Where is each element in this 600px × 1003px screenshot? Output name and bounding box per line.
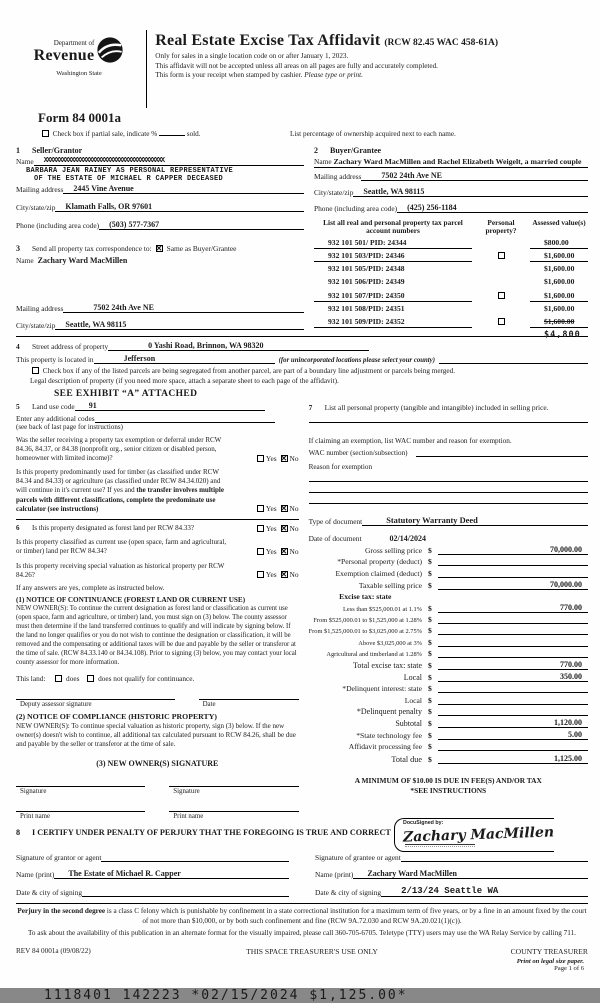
grantor-datecity-label: Date & city of signing — [16, 888, 83, 898]
segregated-line: Check box if any of the listed parcels are being segregated from another parcel, are part of a boundary line adjustment or parcels being merged. — [30, 367, 588, 375]
total-state-label: Total excise tax: state — [353, 661, 422, 671]
rate4-label: Above $3,025,000 at 3% — [358, 639, 422, 647]
q2-yes-checkbox[interactable] — [257, 505, 264, 512]
seller-phone-label: Phone (including area code) — [16, 221, 100, 230]
section3-heading: 3 Send all property tax correspondence to: ✕ Same as Buyer/Grantee — [16, 244, 304, 253]
section8-heading: 8 I CERTIFY UNDER PENALTY OF PERJURY THAT THE FOREGOING IS TRUE AND CORRECT — [16, 828, 391, 838]
personal-property-checkbox[interactable] — [498, 318, 505, 325]
q4-no-checkbox[interactable] — [281, 548, 288, 555]
county-treasurer-label: COUNTY TREASURER — [510, 946, 588, 956]
logo-revenue-line: Revenue — [33, 47, 95, 65]
partial-sale-percent-field[interactable] — [159, 129, 185, 136]
partial-sale-checkbox[interactable] — [42, 130, 49, 137]
q1-yes-checkbox[interactable] — [257, 455, 264, 462]
dor-logo — [16, 24, 142, 108]
personal-deduct-label: *Personal property (deduct) — [337, 557, 422, 567]
seller-name-struck[interactable]: XXXXXXXXXXXXXXXXXXXXXXXXXXXXXXXXXXXXXXXX — [34, 157, 304, 166]
parcel-row: 932 101 508/PID: 24351 $1,600.00 — [328, 303, 575, 313]
land-use-value[interactable]: 91 — [75, 401, 265, 411]
parcel-col-personal: Personal property? — [485, 218, 517, 236]
logo-dept-line: Department of — [53, 38, 95, 47]
parcel-col-assessed: Assessed value(s) — [532, 218, 586, 227]
new-owner-printname-field-1[interactable]: Print name — [16, 811, 145, 820]
personal-property-field[interactable] — [309, 413, 588, 423]
additional-codes-note: (see back of last page for instructions) — [16, 423, 123, 431]
q3-yes-checkbox[interactable] — [257, 525, 264, 532]
q1-answer: Yes ✕ No — [235, 454, 299, 464]
personal-property-checkbox[interactable] — [498, 252, 505, 259]
rev-number: REV 84 0001a (09/08/22) — [16, 946, 91, 955]
reason-field-2[interactable] — [309, 482, 588, 493]
land-use-label: Land use code — [32, 402, 75, 411]
affidavit-page: Department of Revenue Washington State Real Estate Excise Tax Affidavit (RCW 82.45 WAC 458-61A) Only for sales in a single location code on or after January 1, 2023. This affidavit will not be accepted unless all areas on all pages are fully and accurately completed. This form is your receipt when stamped by cashier. Please type or print. Form 84 0001a Check box if partial sale, indicate % sold. List percentage of ownership acquired next to each name. 1 Seller/Grantor Name XXXXXXXXXXXXXXXXXXXXXXXXXXXXXXXXXXXXXXXX BARBARA JEAN RAINEY AS PERSONAL REPRESENTATIVE OF THE ESTATE OF MICHAEL R CAPPER DECEASED Mailing address 2445 Vine Avenue City/state/zip Klamath Falls, OR 97601 Phone (including area code) (503) 577-7367 3 Send all property tax correspondence to: ✕ Same as Buyer/Grantee Name Zachary Ward MacMillen Mailing address 7502 24th Ave NE City/state/zip Seattle, WA 98115 2 Buyer/Grantee Name Zachary Ward MacMillen and Rachel Elizabeth Weigelt, a married couple Mailing address 7502 24th Ave NE City/state/zip Seattle, WA 98115 Phone (including area code) (425) 256-1184 List all real and personal property tax parcel account numbers Personal property? Assessed value(s) 932 101 501/ PID: 24344 $800.00 932 101 503/PID: 24346 $1,600.00 932 101 505/PID: 24348 $1,600.00 932 101 506/PID: 24349 $1,600.00 932 101 507/PID: 24350 $1,600.00 932 101 508/PID: 24351 $1,600.00 932 101 509/PID: 24352 $1,600.00 $4,800 4 Street address of property 0 Yashi Road, Brinnon, WA 98320 This property is located in Jefferson (for unincorporated locations please select your county) Check box if any of the listed parcels are being segregated from another parcel, are part of a boundary line adjustment or parcels being merged. Legal description of property (if you need more space, attach a separate sheet to each page of the affidavit). SEE EXHIBIT “A” ATTACHED 5 Land use code 91 Enter any additional codes (see back of last page for instructions) Was the seller receiving a property tax exemption or deferral under RCW 84.36, 84.37, or 84.38 (nonprofit org., senior citizen or disabled person, homeowner with limited income)? Yes ✕ No Is this property predominantly used for timber (as classified under RCW 84.34 and 84.33) or agriculture (as classified under RCW 84.34.020) and will continue in it's current use? If yes and the transfer involves multiple parcels with different classifications, complete the predominate use calculator (see instructions) Yes ✕ No 6 Is this property designated as forest land per RCW 84.33? Yes ✕ No Is this property classified as current use (open space, farm and agricultural, or timber) land per RCW 84.34? Yes ✕ No Is this property receiving special valuation as historical property per RCW 84.26? Yes ✕ No If any answers are yes, complete as instructed below. (1) NOTICE OF CONTINUANCE (FOREST LAND OR CURRENT USE) NEW OWNER(S): To continue the current designation as forest land or classification as current use (open space, farm and agriculture, or timber) land, you must sign on (3) below. The county assessor must then determine if the land transferred continues to qualify and will indicate by signing below. If the land no longer qualifies or you do not wish to continue the designation or classification, it will be removed and the compensating or additional taxes will be due and payable by the seller or transferor at the time of sale. (RCW 84.33.140 or 84.34.108). Prior to signing (3) below, you may contact your local county assessor for more information. This land: does does not qualify for continuance. Deputy assessor signature Date (2) NOTICE OF COMPLIANCE (HISTORIC PROPERTY) NEW OWNER(S): To continue special valuation as historic property, sign (3) below. If the new owner(s) doesn't wish to continue, all additional tax calculated pursuant to RCW 84.26, shall be due and payable by the seller or transferor at the time of sale. (3) NEW OWNER(S) SIGNATURE Signature Signature Print name Print name 7 List all personal property (tangible and intangible) included in selling price. If claiming an exemption, list WAC number and reason for exemption. WAC number (section/subsection) Reason for exemption Type of document Statutory Warranty Deed Date of document 02/14/2024 Gross selling price $ 70,000.00 *Personal property (deduct) $ Exemption claimed (deduct) $ Taxable selling price $ 70,000.00 Excise tax: state Less than $525,000.01 at 1.1% $ 770.00 From $525,000.01 to $1,525,000 at 1.28% $ From $1,525,000.01 to $3,025,000 at 2.75% $ Above $3,025,000 at 3% $ Agricultural and timberland at 1.28% $ Total excise tax: state $ 770.00 Local $ 350.00 *Delinquent interest: state $ Local $ *Delinquent penalty $ Subtotal $ 1,120.00 *State technology fee $ 5.00 Affidavit processing fee $ Total due $ 1,125.00 A MINIMUM OF $10.00 IS DUE IN FEE(S) AND/OR TAX *SEE INSTRUCTIONS DocuSigned by: Zachary MacMillen 8 I CERTIFY UNDER PENALTY OF PERJURY THAT THE FOREGOING IS TRUE AND CORRECT Signature of grantor or agent Signature of grantee or agent Name (print) The Estate of Michael R. Capper Name (print) Zachary Ward MacMillen Date & city of signing Date & city of signing 2/13/24 Seattle WA Perjury in the second degree is a class C felony which is punishable by confinement in a state correctional institution for a maximum term of five years, or by a fine in an amount fixed by the court of not more than $10,000, or by both such confinement and fine (RCW 9A.72.030 and RCW 9A.20.021(1)(c)). To ask about the availability of this publication in an alternate format for the visually impaired, please call 360-705-6705. Teletype (TTY) users may use the WA Relay Service by calling 711. REV 84 0001a (09/08/22) THIS SPACE TREASURER'S USE ONLY COUNTY TREASURER Print on legal size paper. Page 1 of 6 1118401 142223 *02/15/2024 $1,125.00* — [0, 0, 600, 988]
notice1-title: (1) NOTICE OF CONTINUANCE (FOREST LAND OR CURRENT USE) — [16, 595, 246, 604]
street-address-value[interactable]: 0 Yashi Road, Brinnon, WA 98320 — [108, 341, 369, 351]
parcel-row: 932 101 509/PID: 24352 $1,600.00 $4,800 — [314, 315, 588, 328]
type-of-document-value[interactable]: Statutory Warranty Deed — [362, 516, 588, 526]
delinquent-penalty-field[interactable] — [438, 707, 588, 716]
page-number: Page 1 of 6 — [554, 964, 584, 972]
notice2-body: NEW OWNER(S): To continue special valuation as historic property, sign (3) below. If the new owner(s) doesn't wish to continue, all additional tax calculated pursuant to RCW 84.26, shall be due and payable by the seller or transferor at the time of sale. — [16, 721, 296, 748]
excise-tax-state-label: Excise tax: state — [339, 591, 392, 601]
local-label: Local — [403, 673, 422, 683]
parcel-row: 932 101 507/PID: 24350 $1,600.00 — [314, 289, 588, 302]
located-in-extra-line — [439, 355, 588, 364]
section8 — [16, 820, 588, 898]
processing-fee-field[interactable] — [438, 742, 588, 751]
county-note: (for unincorporated locations please select your county) — [278, 357, 435, 364]
legal-description-label: Legal description of property (if you need more space, attach a separate sheet to each page of the affidavit). — [30, 377, 339, 385]
docusign-signature-block — [394, 818, 554, 852]
seller-mailing-value[interactable]: 2445 Vine Avenue — [63, 184, 304, 194]
buyer-name-underline — [314, 166, 588, 168]
street-address-label: Street address of property — [32, 342, 109, 351]
grantee-printname-value[interactable]: Zachary Ward MacMillen — [353, 869, 588, 879]
tech-fee-label: *State technology fee — [356, 731, 422, 741]
notice2-title: (2) NOTICE OF COMPLIANCE (HISTORIC PROPERTY) — [16, 711, 217, 721]
does-not-qualify-checkbox[interactable] — [87, 675, 94, 682]
exemption-deduct-field[interactable] — [438, 569, 588, 578]
grantee-signature-line — [401, 853, 588, 862]
total-due-label: Total due — [391, 754, 422, 764]
alt-format-paragraph: To ask about the availability of this publication in an alternate format for the visually impaired, please call 360-705-6705. Teletype (TTY) users may use the WA Relay Service by calling 711. — [28, 928, 576, 937]
personal-deduct-field[interactable] — [438, 557, 588, 566]
parcel-row: 932 101 503/PID: 24346 $1,600.00 — [314, 249, 588, 262]
delinquent-interest-label: *Delinquent interest: state — [342, 684, 422, 694]
deputy-assessor-signature-field[interactable]: Deputy assessor signature — [16, 699, 175, 708]
rate2-field[interactable] — [438, 615, 588, 624]
section6 — [16, 519, 299, 820]
delinquent-local-label: Local — [404, 695, 422, 705]
rate3-field[interactable] — [438, 626, 588, 635]
header-note-1: Only for sales in a single location code on or after January 1, 2023. — [155, 52, 349, 60]
tech-fee-value[interactable]: 5.00 — [438, 730, 588, 740]
exemption-note: If claiming an exemption, list WAC number and reason for exemption. — [308, 436, 512, 445]
type-of-document-label: Type of document — [308, 516, 363, 526]
exemption-deduct-label: Exemption claimed (deduct) — [335, 568, 422, 578]
q5-answer: Yes ✕ No — [235, 570, 299, 580]
treasurer-space-label: THIS SPACE TREASURER'S USE ONLY — [246, 946, 378, 956]
buyer-mailing-value[interactable]: 7502 24th Ave NE — [361, 171, 588, 181]
correspondence-mailing-value[interactable]: 7502 24th Ave NE — [63, 303, 304, 313]
date-of-document-label: Date of document — [308, 533, 362, 543]
taxable-value[interactable]: 70,000.00 — [438, 580, 588, 590]
q3-no-checkbox[interactable] — [281, 525, 288, 532]
footer-row — [16, 947, 588, 956]
does-qualify-checkbox[interactable] — [55, 675, 62, 682]
new-owner-signature-field-1[interactable]: Signature — [16, 786, 145, 795]
located-in-value[interactable]: Jefferson — [94, 354, 275, 364]
grantee-datecity-label: Date & city of signing — [315, 888, 382, 898]
buyer-name-line: Name Zachary Ward MacMillen and Rachel Elizabeth Weigelt, a married couple — [314, 157, 582, 166]
grantor-datecity-field[interactable] — [82, 888, 289, 897]
correspondence-mailing-label: Mailing address — [16, 304, 64, 313]
seller-name-label: Name — [16, 157, 34, 166]
struck-assessed-value: $1,600.00 — [544, 316, 575, 326]
seller-phone-value[interactable]: (503) 577-7367 — [99, 220, 304, 230]
perjury-paragraph: Perjury in the second degree is a class C felony which is punishable by confinement in a state correctional institution for a maximum term of five years, or by a fine in an amount fixed by the court of not more than $10,000, or by both such confinement and fine (RCW 9A.72.030 and RCW 9A.20.021(1)(c)). — [16, 903, 588, 926]
taxable-label: Taxable selling price — [358, 580, 422, 590]
legal-paper-note: Print on legal size paper. — [516, 957, 584, 965]
seller-city-value[interactable]: Klamath Falls, OR 97601 — [55, 202, 304, 212]
grantor-signature-label: Signature of grantor or agent — [16, 853, 102, 863]
header-divider — [146, 30, 147, 108]
wac-number-label: WAC number (section/subsection) — [308, 448, 408, 457]
buyer-city-label: City/state/zip — [314, 188, 354, 197]
section4 — [16, 336, 588, 399]
rate4-field[interactable] — [438, 638, 588, 647]
if-yes-note: If any answers are yes, complete as instructed below. — [16, 583, 165, 592]
q4-yes-checkbox[interactable] — [257, 548, 264, 555]
parcel-row: 932 101 501/ PID: 24344 $800.00 — [314, 236, 588, 249]
date-of-document-value[interactable]: 02/14/2024 — [389, 533, 426, 543]
rate5-field[interactable] — [438, 649, 588, 658]
correspondence-city-value[interactable]: Seattle, WA 98115 — [55, 320, 304, 330]
parcel-table — [314, 218, 588, 341]
gross-value[interactable]: 70,000.00 — [438, 545, 588, 555]
q5-yes-checkbox[interactable] — [257, 571, 264, 578]
rate2-label: From $525,000.01 to $1,525,000 at 1.28% — [313, 617, 422, 625]
ownership-note: List percentage of ownership acquired next to each name. — [290, 130, 456, 138]
local-value[interactable]: 350.00 — [438, 672, 588, 682]
parcel-row: 932 101 506/PID: 24349 $1,600.00 — [328, 277, 575, 287]
q5-no-checkbox[interactable] — [281, 571, 288, 578]
logo-state-line: Washington State — [56, 69, 102, 77]
q1-no-checkbox[interactable] — [281, 455, 288, 462]
grantor-printname-value[interactable]: The Estate of Michael R. Capper — [54, 869, 289, 879]
seller-name-typed-2: OF THE ESTATE OF MICHAEL R CAPPER DECEASED — [34, 175, 224, 183]
total-due-value[interactable]: 1,125.00 — [438, 754, 588, 764]
grantee-signature-label: Signature of grantee or agent — [315, 853, 401, 863]
section7-heading: 7 List all personal property (tangible and intangible) included in selling price. — [308, 403, 549, 412]
subtotal-value[interactable]: 1,120.00 — [438, 718, 588, 728]
question-exemption-deferral: Was the seller receiving a property tax exemption or deferral under RCW 84.36, 84.37, or 84.38 (nonprofit org., senior citizen or disabled person, homeowner with limited income)? Yes ✕ No — [16, 436, 299, 463]
processing-fee-label: Affidavit processing fee — [348, 742, 422, 752]
reason-field-1[interactable] — [309, 471, 588, 482]
rate1-value[interactable]: 770.00 — [438, 603, 588, 613]
buyer-city-value[interactable]: Seattle, WA 98115 — [353, 187, 588, 197]
correspondence-name-value[interactable]: Zachary Ward MacMillen — [37, 256, 128, 265]
delinquent-local-field[interactable] — [438, 696, 588, 705]
question-historical: Is this property receiving special valuation as historical property per RCW 84.26? Yes ✕ No — [16, 562, 299, 580]
subtotal-label: Subtotal — [395, 718, 422, 728]
seller-city-label: City/state/zip — [16, 203, 56, 212]
reason-field-3[interactable] — [309, 493, 588, 504]
rate1-label: Less than $525,000.01 at 1.1% — [343, 606, 422, 614]
additional-codes-field[interactable] — [95, 414, 275, 423]
buyer-phone-label: Phone (including area code) — [314, 204, 398, 213]
notice1-body: NEW OWNER(S): To continue the current designation as forest land or classification as current use (open space, farm and agriculture, or timber) land, you must sign on (3) below. The county assessor must then determine if the land transferred continues to qualify and will indicate by signing below. If the land no longer qualifies or you do not wish to continue the designation or classification, it will be removed and the compensating or additional taxes will be due and payable by the seller or transferor at the time of sale. (RCW 84.33.140 or 84.34.108). Prior to signing (3) below, you may contact your local county assessor for more information. — [16, 604, 297, 666]
wac-number-field[interactable] — [416, 448, 588, 457]
grantor-printname-label: Name (print) — [16, 870, 55, 880]
partial-sale-line: Check box if partial sale, indicate % sold. — [40, 129, 290, 138]
total-state-value[interactable]: 770.00 — [438, 660, 588, 670]
buyer-mailing-label: Mailing address — [314, 172, 362, 181]
delinquent-penalty-label: *Delinquent penalty — [356, 706, 422, 716]
form-number: Form 84 0001a — [38, 110, 122, 125]
q4-answer: Yes ✕ No — [235, 547, 299, 557]
new-owner-printname-field-2[interactable]: Print name — [169, 811, 298, 820]
form-title-rcw: (RCW 82.45 WAC 458-61A) — [384, 38, 499, 48]
handwritten-assessed-value: $4,800 — [544, 330, 581, 341]
this-land-line: This land: does does not qualify for continuance. — [16, 673, 195, 683]
gross-label: Gross selling price — [365, 546, 422, 556]
correspondence-name-label: Name — [16, 256, 34, 265]
section2-heading: 2 Buyer/Grantee — [314, 146, 382, 155]
header-note-2: This affidavit will not be accepted unless all areas on all pages are fully and accurately completed. — [155, 61, 438, 70]
treasurer-stamp: 1118401 142223 *02/15/2024 $1,125.00* — [44, 987, 408, 1003]
buyer-name-value[interactable]: Zachary Ward MacMillen and Rachel Elizabeth Weigelt, a married couple — [333, 157, 582, 166]
header-note-3: This form is your receipt when stamped by cashier. Please type or print. — [155, 71, 363, 80]
rate5-label: Agricultural and timberland at 1.28% — [326, 650, 422, 658]
form-title: Real Estate Excise Tax Affidavit — [155, 32, 381, 49]
deputy-date-field[interactable]: Date — [199, 699, 299, 708]
docusign-label: DocuSigned by: — [403, 820, 444, 827]
new-owner-signature-field-2[interactable]: Signature — [169, 786, 298, 795]
grantee-signature: Zachary MacMillen — [402, 824, 555, 846]
seller-mailing-label: Mailing address — [16, 185, 64, 194]
dor-swirl-icon — [94, 36, 124, 69]
question-forest-land: 6 Is this property designated as forest land per RCW 84.33? Yes ✕ No — [16, 524, 299, 534]
grantee-datecity-value[interactable]: 2/13/24 Seattle WA — [381, 886, 588, 897]
same-as-buyer-checkbox[interactable] — [156, 245, 163, 252]
header — [16, 24, 588, 108]
minimum-fee-note: A MINIMUM OF $10.00 IS DUE IN FEE(S) AND/OR TAX *SEE INSTRUCTIONS — [354, 775, 542, 795]
legal-description-value[interactable]: SEE EXHIBIT “A” ATTACHED — [54, 389, 198, 399]
parcel-col-numbers: List all real and personal property tax parcel account numbers — [323, 218, 463, 236]
question-timber-agriculture: Is this property predominantly used for timber (as classified under RCW 84.34 and 84.33) or agriculture (as classified under RCW 84.34.020) and will continue in it's current use? If yes and the transfer involves multiple parcels with different classifications, complete the predominate use calculator (see instructions) Yes ✕ No — [16, 468, 299, 513]
grantor-signature-field[interactable] — [101, 853, 289, 862]
reason-label: Reason for exemption — [308, 462, 373, 471]
notice3-title: (3) NEW OWNER(S) SIGNATURE — [96, 759, 219, 769]
grantee-printname-label: Name (print) — [315, 870, 354, 880]
additional-codes-label: Enter any additional codes — [16, 414, 95, 423]
q2-no-checkbox[interactable] — [281, 505, 288, 512]
delinquent-interest-field[interactable] — [438, 684, 588, 693]
question-current-use: Is this property classified as current use (open space, farm and agricultural, or timber) land per RCW 84.34? Yes ✕ No — [16, 538, 299, 556]
section5-number: 5 — [16, 402, 20, 411]
located-in-label: This property is located in — [16, 355, 94, 364]
segregated-checkbox[interactable] — [32, 367, 39, 374]
q2-answer: Yes ✕ No — [235, 504, 299, 514]
buyer-phone-value[interactable]: (425) 256-1184 — [397, 203, 588, 213]
q3-answer: Yes ✕ No — [235, 524, 299, 534]
section4-number: 4 — [16, 342, 20, 351]
parcel-row: 932 101 505/PID: 24348 $1,600.00 — [328, 264, 575, 274]
correspondence-city-label: City/state/zip — [16, 321, 56, 330]
seller-name-typed-1: BARBARA JEAN RAINEY AS PERSONAL REPRESENTATIVE — [26, 167, 234, 175]
section1-heading: 1 Seller/Grantor — [16, 146, 83, 155]
personal-property-checkbox[interactable] — [498, 292, 505, 299]
rate3-label: From $1,525,000.01 to $3,025,000 at 2.75% — [308, 628, 422, 636]
